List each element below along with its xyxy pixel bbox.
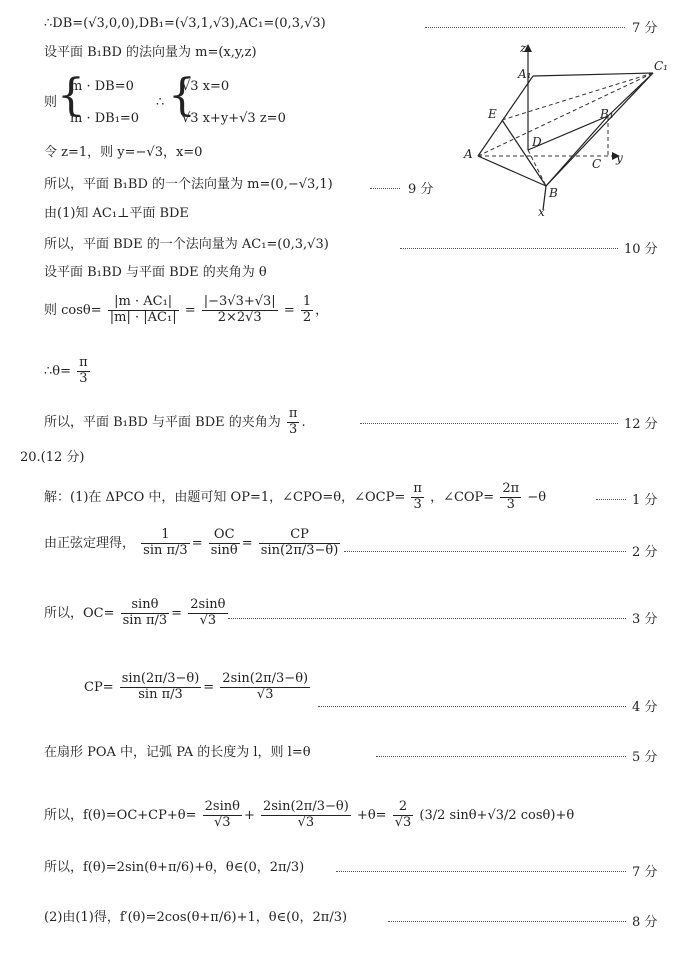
line-16: 在扇形 POA 中，记弧 PA 的长度为 l，则 l=θ (44, 745, 311, 760)
fraction: $\frac{2\sin(2\pi/3-\theta)}{√3}$ (262, 799, 349, 830)
leader (318, 706, 626, 707)
score: 7 分 (632, 865, 658, 880)
line-9: 则 cosθ= $\frac{\text{|m · AC₁|}}{\text{|m| · |AC₁|}}$ = $\frac{|-3√3+√3|}{2\times 2√3}$ = $\frac{1}{2}$ ， (44, 294, 329, 325)
fraction: $\frac{\pi}{3}$ (413, 481, 422, 512)
label-b1: B₁ (600, 107, 614, 121)
label-b: B (549, 186, 558, 200)
leader (336, 871, 626, 872)
line-14: 所以，OC= $\frac{\sin\theta}{\text{sin π/3}}$ = $\frac{2\sin\theta}{√3}$ (44, 597, 226, 628)
line-18: 所以，f(θ)=2sin(θ+π/6)+θ，θ∈(0，2π/3) (44, 860, 305, 875)
line-4: 令 z=1，则 y=−√3，x=0 (44, 145, 203, 160)
line-5: 所以，平面 B₁BD 的一个法向量为 m=(0,−√3,1) (44, 177, 333, 192)
label-a1: A₁ (518, 67, 532, 81)
score: 2 分 (632, 545, 658, 560)
question-20-title: 20.(12 分) (20, 450, 85, 465)
line-19: (2)由(1)得，f′(θ)=2cos(θ+π/6)+1，θ∈(0，2π/3) (44, 910, 348, 925)
score: 8 分 (632, 915, 658, 930)
fraction: $\frac{\sin\theta}{\text{sin π/3}}$ (122, 597, 168, 628)
fraction: $\frac{\pi}{3}$ (288, 406, 298, 437)
line-13-text: 由正弦定理得， (44, 535, 136, 551)
label-c1: C₁ (654, 59, 668, 73)
score: 12 分 (624, 417, 658, 432)
line-3-eq1: m · DB=0 (70, 79, 134, 94)
fraction: $\frac{CP}{\sin(2\pi/3-\theta)}$ (260, 527, 339, 558)
leader (370, 188, 400, 189)
fraction: $\frac{2}{√3}$ (394, 799, 412, 830)
line-3-prefix: 则 (44, 95, 58, 110)
line-17-text: 所以，f(θ)=OC+CP+θ= (44, 807, 197, 823)
line-6: 由(1)知 AC₁⊥平面 BDE (44, 206, 189, 221)
score: 9 分 (408, 182, 434, 197)
line-1: ∴DB=(√3,0,0),DB₁=(√3,1,√3),AC₁=(0,3,√3) (44, 16, 326, 31)
brace: { (57, 70, 85, 121)
line-12-text: 解：(1)在 ΔPCO 中，由题可知 OP=1，∠CPO=θ，∠OCP= (44, 489, 406, 505)
line-15: CP= $\frac{\sin(2\pi/3-\theta)}{\text{sin π/3}}$ = $\frac{2\sin(2\pi/3-\theta)}{√3}$ (84, 671, 309, 702)
line-15-text: CP= (84, 679, 114, 695)
fraction: $\frac{\text{|m · AC₁|}}{\text{|m| · |AC₁|}}$ (109, 294, 177, 325)
label-e: E (488, 107, 497, 121)
line-3-eq3: √3 x=0 (182, 79, 230, 94)
line-12-mid: ，∠COP= (430, 489, 495, 505)
label-x: x (538, 205, 545, 218)
leader (376, 756, 626, 757)
fraction: $\frac{1}{\text{sin π/3}}$ (143, 527, 188, 558)
line-8: 设平面 B₁BD 与平面 BDE 的夹角为 θ (44, 265, 267, 280)
line-17-mid: +θ= (356, 807, 387, 823)
label-c: C (592, 157, 602, 171)
fraction: $\frac{|-3√3+√3|}{2\times 2√3}$ (203, 294, 276, 325)
line-2: 设平面 B₁BD 的法向量为 m=(x,y,z) (44, 45, 257, 60)
line-14-text: 所以，OC= (44, 605, 115, 621)
line-13: 由正弦定理得， $\frac{1}{\text{sin π/3}}$ = $\frac{OC}{\sin\theta}$ = $\frac{CP}{\sin(2\pi/3-\theta)}$ (44, 527, 339, 558)
theta-eq: ∴θ= (44, 363, 71, 379)
leader (360, 423, 618, 424)
geometry-figure (458, 38, 688, 218)
label-d: D (532, 135, 542, 149)
line-12 (44, 482, 546, 513)
line-17: 所以，f(θ)=OC+CP+θ= $\frac{2\sin\theta}{√3}$ + $\frac{2\sin(2\pi/3-\theta)}{√3}$ +θ= $\frac{2}{√3}$ (3/2 sinθ+√3/2 cosθ)+θ (44, 799, 575, 830)
line-3-therefore: ∴ (156, 95, 165, 110)
leader (228, 618, 626, 619)
fraction: $\frac{2\sin(2\pi/3-\theta)}{√3}$ (222, 671, 309, 702)
fraction: $\frac{1}{2}$ (302, 294, 312, 325)
fraction: $\frac{2\sin\theta}{√3}$ (204, 799, 240, 830)
line-7: 所以，平面 BDE 的一个法向量为 AC₁=(0,3,√3) (44, 237, 329, 252)
score: 10 分 (624, 242, 658, 257)
fraction: $\frac{2\pi}{3}$ (502, 481, 520, 512)
line-11: 所以，平面 B₁BD 与平面 BDE 的夹角为 $\frac{\pi}{3}$ . (44, 406, 306, 437)
leader (596, 499, 626, 500)
score: 5 分 (632, 750, 658, 765)
leader (388, 921, 626, 922)
line-3-eq2: m · DB₁=0 (70, 111, 140, 126)
score: 1 分 (632, 493, 658, 508)
line-12-post: −θ (527, 489, 547, 505)
fraction: $\frac{\sin(2\pi/3-\theta)}{\text{sin π/3}}$ (121, 671, 200, 702)
leader (344, 551, 626, 552)
fraction: $\frac{2\sin\theta}{√3}$ (190, 597, 226, 628)
line-3-eq4: √3 x+y+√3 z=0 (182, 111, 286, 126)
brace: { (168, 70, 196, 121)
line-17-post: (3/2 sinθ+√3/2 cosθ)+θ (419, 807, 575, 823)
leader (400, 248, 618, 249)
line-10 (44, 356, 92, 387)
fraction: $\frac{OC}{\sin\theta}$ (210, 527, 238, 558)
cos-prefix: 则 cosθ= (44, 302, 102, 318)
fraction: $\frac{\pi}{3}$ (79, 355, 88, 386)
label-y: y (616, 151, 623, 165)
line-11-text: 所以，平面 B₁BD 与平面 BDE 的夹角为 (44, 414, 281, 430)
score: 3 分 (632, 612, 658, 627)
leader (425, 27, 625, 28)
score: 7 分 (632, 21, 658, 36)
score: 4 分 (632, 700, 658, 715)
label-a: A (464, 147, 473, 161)
label-z: z (520, 41, 527, 55)
